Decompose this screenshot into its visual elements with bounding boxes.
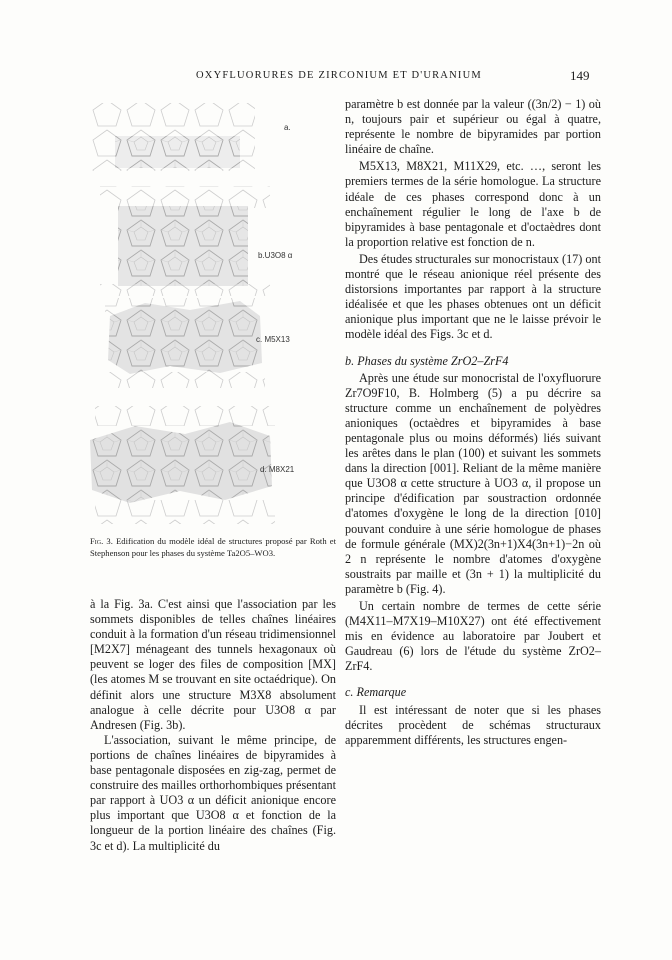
panel-b-label: b.U3O8 α — [258, 251, 293, 260]
figure-caption-text: Edification du modèle idéal de structures proposé par Roth et Stephenson pour les phases du système Ta2O5–WO3. — [90, 536, 336, 558]
right-column — [345, 97, 601, 748]
panel-d-structure — [90, 422, 272, 503]
left-paragraph-2: L'association, suivant le même principe, de portions de chaînes linéaires de bipyramides à base pentagonale disposées en zig-zag, permet de construire des mailles orthorhombiques présentant par rapport à UO3 α un déficit anionique encore plus important que U3O8 α et fonction de la longueur de la portion linéaire des chaînes (Fig. 3c et d). La multiplicité du — [90, 732, 336, 853]
panel-a-chain — [115, 136, 240, 168]
right-paragraph-6: Il est intéressant de noter que si les phases décrites procèdent de schémas structuraux apparemment différents, les structures engen- — [345, 702, 601, 747]
right-paragraph-4: Après une étude sur monocristal de l'oxyfluorure Zr7O9F10, B. Holmberg (5) a pu décrire sa structure comme un enchaînement de polyèdres anioniques (octaèdres et bipyramides à base pentagonale plus ou moins déformés) liés suivant les arêtes dans le plan (100) et suivant les sommets dans la direction [001]. Reliant de la même manière que U3O8 α cette structure à UO3 α, il propose un principe d'édification par soustraction ordonnée d'atomes d'oxygène le long de la direction [010] pouvant conduire à une série homologue de phases de formule générale (MX)2(3n+1)X4(3n+1)−2n où 2 n représente le nombre d'atomes d'oxygène soustraits par maille et (3n + 1) la multiplicité du paramètre b (Fig. 4). — [345, 370, 601, 596]
figure-3 — [90, 98, 336, 528]
running-title: OXYFLUORURES DE ZIRCONIUM ET D'URANIUM — [196, 70, 482, 81]
right-paragraph-1: paramètre b est donnée par la valeur ((3n/2) − 1) où n, toujours pair et supérieur ou égal à quatre, représente le nombre de bipyramides par portion linéaire de chaîne. — [345, 97, 601, 157]
right-paragraph-3: Des études structurales sur monocristaux (17) ont montré que le réseau anionique réel présente des distorsions importantes par rapport à la structure idéalisée et que les phases obtenues ont un déficit anionique plus important que ne le laisse prévoir le modèle idéal des Figs. 3c et d. — [345, 251, 601, 342]
panel-c-structure — [108, 301, 262, 374]
panel-a-label: a. — [284, 123, 291, 132]
figure-3-drawing — [90, 98, 336, 528]
figure-caption-prefix: Fig. 3. — [90, 536, 113, 546]
section-heading-b: b. Phases du système ZrO2–ZrF4 — [345, 353, 509, 368]
section-heading-c: c. Remarque — [345, 685, 407, 700]
figure-caption — [90, 536, 336, 559]
running-header — [0, 70, 672, 86]
right-paragraph-5: Un certain nombre de termes de cette série (M4X11–M7X19–M10X27) ont été effectivement mis en évidence au laboratoire par Joubert et Gaudreau (6) lors de l'étude du système ZrO2–ZrF4. — [345, 599, 601, 674]
page-number: 149 — [570, 68, 590, 83]
panel-b-structure — [118, 206, 248, 286]
panel-c-label: c. M5X13 — [256, 335, 290, 344]
right-paragraph-2: M5X13, M8X21, M11X29, etc. …, seront les premiers termes de la série homologue. La structure idéale de ces phases correspond donc à un enchaînement régulier le long de l'axe b de bipyramides à base pentagonale et d'octaèdres dont la proportion relative est fonction de n. — [345, 159, 601, 249]
panel-d-label: d. M8X21 — [260, 465, 295, 474]
left-column — [90, 597, 336, 854]
left-paragraph-1: à la Fig. 3a. C'est ainsi que l'association par les sommets disponibles de telles chaînes linéaires conduit à la formation d'un réseau tridimensionnel [M2X7] ménageant des tunnels hexagonaux où peuvent se loger des files de composition [MX] (les atomes M se trouvant en site octaédrique). On définit alors une structure M3X8 absolument analogue à celle décrite pour U3O8 α par Andresen (Fig. 3b). — [90, 597, 336, 732]
